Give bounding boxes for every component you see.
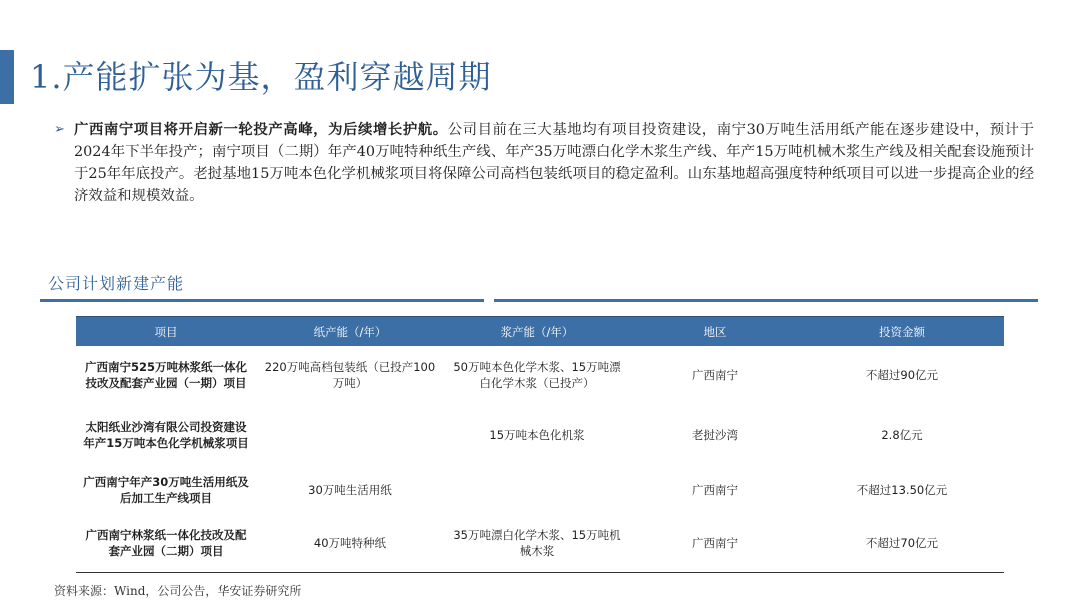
column-header-region: 地区: [630, 317, 800, 347]
investment-cell: 不超过13.50亿元: [856, 483, 948, 497]
region-cell: 老挝沙湾: [692, 428, 738, 442]
column-header-project: 项目: [76, 317, 256, 347]
bullet-text: [74, 119, 1034, 207]
project-cell: 广西南宁林浆纸一体化技改及配套产业园（二期）项目: [76, 514, 256, 573]
pulp-capacity-cell: 35万吨漂白化学木浆、15万吨机械木浆: [444, 514, 630, 573]
region-cell: 广西南宁: [692, 368, 738, 382]
column-header-pulp-capacity: 浆产能（/年）: [444, 317, 630, 347]
section-divider-notch: [484, 297, 494, 303]
region-cell: 广西南宁: [692, 483, 738, 497]
arrow-bullet-icon: ➢: [54, 122, 65, 137]
section-divider: [40, 299, 1038, 302]
pulp-capacity-cell: 15万吨本色化机浆: [489, 428, 585, 442]
column-header-paper-capacity: 纸产能（/年）: [256, 317, 444, 347]
source-note: 资料来源：Wind，公司公告，华安证券研究所: [54, 584, 302, 598]
bullet-lead: 广西南宁项目将开启新一轮投产高峰，为后续增长护航。: [74, 121, 448, 138]
paper-capacity-cell: 220万吨高档包装纸（已投产100万吨）: [264, 360, 436, 390]
paper-capacity-cell: 40万吨特种纸: [256, 514, 444, 573]
table-row: [76, 346, 1004, 404]
bullet-paragraph: [54, 119, 1034, 207]
section-heading: 公司计划新建产能: [48, 274, 185, 293]
investment-cell: 不超过70亿元: [800, 514, 1004, 573]
table-row: [76, 404, 1004, 466]
project-cell: 太阳纸业沙湾有限公司投资建设年产15万吨本色化学机械浆项目: [83, 420, 249, 450]
project-cell: 广西南宁525万吨林浆纸一体化技改及配套产业园（一期）项目: [84, 360, 247, 390]
page-title: 1.产能扩张为基，盈利穿越周期: [30, 58, 492, 96]
paper-capacity-cell: [256, 404, 444, 466]
title-accent-bar: [0, 50, 14, 104]
column-header-investment: 投资金额: [800, 317, 1004, 347]
region-cell: 广西南宁: [630, 514, 800, 573]
pulp-capacity-cell: [444, 466, 630, 514]
pulp-capacity-cell: 50万吨本色化学木浆、15万吨漂白化学木浆（已投产）: [453, 360, 621, 390]
paper-capacity-cell: 30万吨生活用纸: [308, 483, 392, 497]
bullet-body: 公司目前在三大基地均有项目投资建设，南宁30万吨生活用纸产能在逐步建设中，预计于2024年下半年投产；南宁项目（二期）年产40万吨特种纸生产线、年产35万吨漂白化学木浆生产线、年产15万吨机械木浆生产线及相关配套设施预计于25年年底投产。老挝基地15万吨本色化学机械浆项目将保障公司高档包装纸项目的稳定盈利。山东基地超高强度特种纸项目可以进一步提高企业的经济效益和规模效益。: [74, 122, 1034, 204]
table-row: [76, 466, 1004, 514]
project-cell: 广西南宁年产30万吨生活用纸及后加工生产线项目: [83, 475, 249, 505]
capacity-table: [76, 316, 1004, 573]
table-header-row: [76, 317, 1004, 347]
table-row: [76, 514, 1004, 573]
investment-cell: 不超过90亿元: [865, 368, 939, 382]
investment-cell: 2.8亿元: [881, 428, 923, 442]
